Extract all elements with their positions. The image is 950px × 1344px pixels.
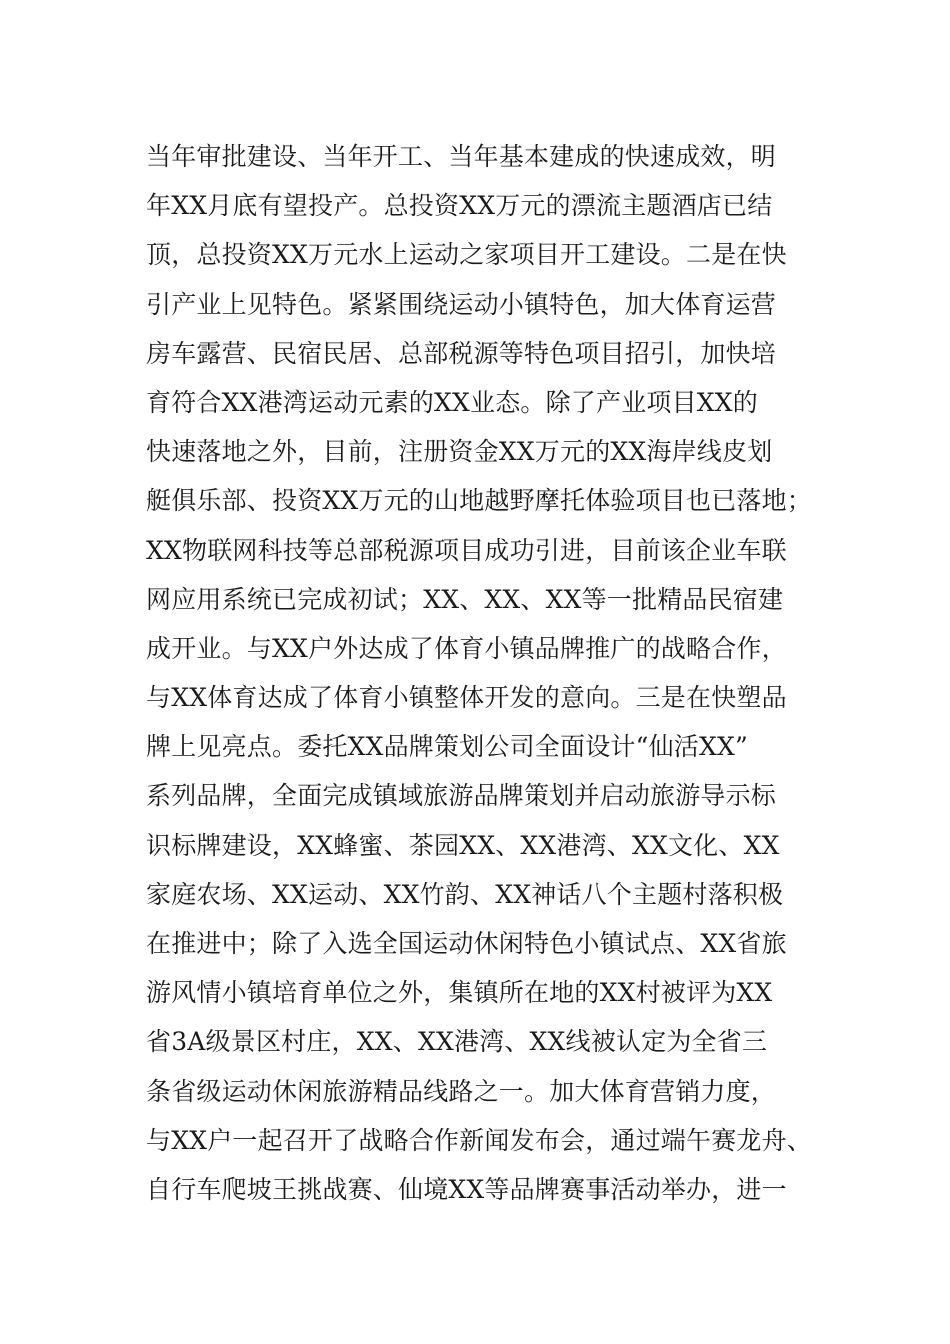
text-line-22: 自行车爬坡王挑战赛、仙境XX等品牌赛事活动举办，进一 <box>146 1174 787 1204</box>
text-line-20: 条省级运动休闲旅游精品线路之一。加大体育营销力度， <box>146 1076 777 1106</box>
text-line-8: 艇俱乐部、投资XX万元的山地越野摩托体验项目也已落地； <box>146 486 812 516</box>
text-line-17: 在推进中；除了入选全国运动休闲特色小镇试点、XX省旅 <box>146 929 787 958</box>
text-line-1: 当年审批建设、当年开工、当年基本建成的快速成效，明 <box>146 142 777 171</box>
text-line-5: 房车露营、民宿民居、总部税源等特色项目招引，加快培 <box>146 338 777 368</box>
text-line-15: 识标牌建设，XX蜂蜜、茶园XX、XX港湾、XX文化、XX <box>146 830 780 860</box>
text-line-10: 网应用系统已完成初试；XX、XX、XX等一批精品民宿建 <box>146 584 784 614</box>
text-line-18: 游风情小镇培育单位之外，集镇所在地的XX村被评为XX <box>146 978 773 1008</box>
text-line-19: 省3A级景区村庄，XX、XX港湾、XX线被认定为全省三 <box>146 1027 768 1057</box>
text-line-13: 牌上见亮点。委托XX品牌策划公司全面设计“仙活XX” <box>146 732 748 762</box>
text-line-2: 年XX月底有望投产。总投资XX万元的漂流主题酒店已结 <box>146 191 773 221</box>
text-line-14: 系列品牌，全面完成镇域旅游品牌策划并启动旅游导示标 <box>146 781 777 811</box>
text-line-9: XX物联网科技等总部税源项目成功引进，目前该企业车联 <box>146 535 787 565</box>
text-line-3: 顶，总投资XX万元水上运动之家项目开工建设。二是在快 <box>146 240 787 270</box>
text-line-16: 家庭农场、XX运动、XX竹韵、XX神话八个主题村落积极 <box>146 879 784 909</box>
text-line-12: 与XX体育达成了体育小镇整体开发的意向。三是在快塑品 <box>146 683 787 713</box>
text-line-21: 与XX户一起召开了战略合作新闻发布会，通过端午赛龙舟、 <box>146 1125 812 1155</box>
text-line-6: 育符合XX港湾运动元素的XX业态。除了产业项目XX的 <box>146 387 758 417</box>
body-text <box>146 132 846 1214</box>
text-line-4: 引产业上见特色。紧紧围绕运动小镇特色，加大体育运营 <box>146 289 777 319</box>
text-line-7: 快速落地之外，目前，注册资金XX万元的XX海岸线皮划 <box>146 437 773 467</box>
text-line-11: 成开业。与XX户外达成了体育小镇品牌推广的战略合作， <box>146 633 787 663</box>
